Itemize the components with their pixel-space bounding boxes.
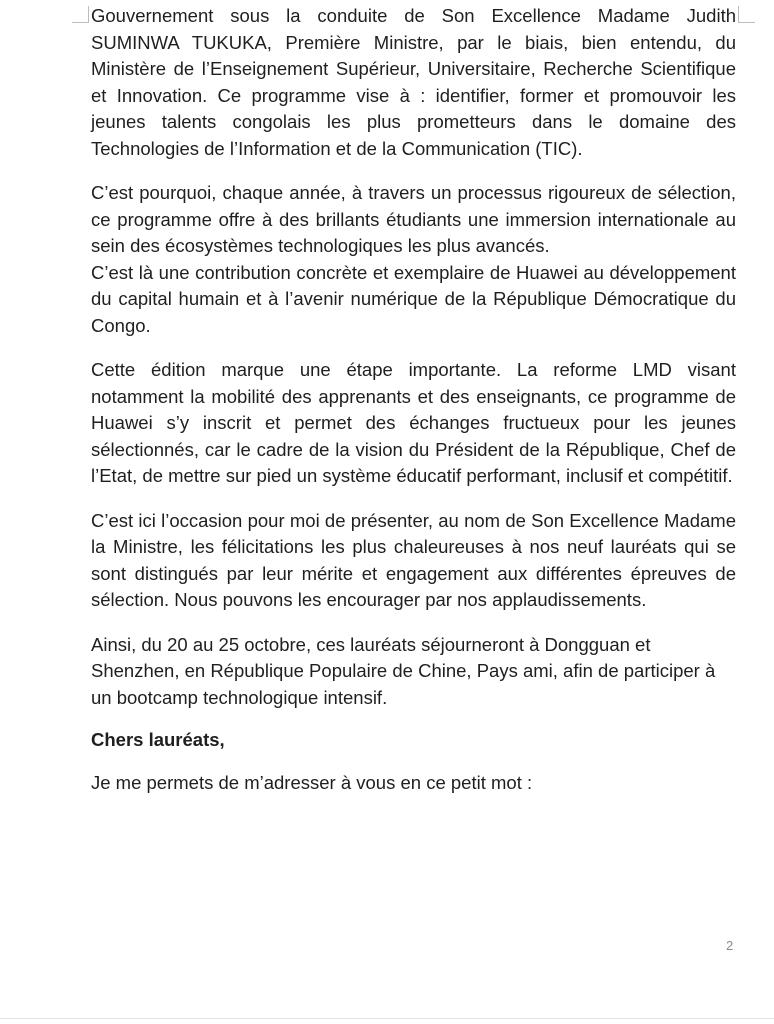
closing-line: Je me permets de m’adresser à vous en ce petit mot : [91,771,533,793]
paragraph-annual-selection: C’est pourquoi, chaque année, à travers un processus rigoureux de sélection, ce programme offre à des brillants étudiants une immersion internationale au sein des écosystèmes technologiques les plus avancés. [91,182,736,256]
paragraph-government-programme: Gouvernement sous la conduite de Son Excellence Madame Judith SUMINWA TUKUKA, Première Ministre, par le biais, bien entendu, du Ministère de l’Enseignement Supérieur, Universitaire, Recherche Scientifique et Innovation. Ce programme vise à : identifier, former et promouvoir les jeunes talents congolais les plus prometteurs dans le domaine des Technologies de l’Information et de la Communication (TIC). [91,5,736,159]
document-body [91,3,736,796]
paragraph-huawei-contribution: C’est là une contribution concrète et exemplaire de Huawei au développement du capital humain et à l’avenir numérique de la République Démocratique du Congo. [91,261,736,336]
top-right-margin-mark [738,6,755,23]
salutation: Chers lauréats, [91,729,225,750]
top-left-margin-mark [72,6,89,23]
paragraph-congratulations: C’est ici l’occasion pour moi de présenter, au nom de Son Excellence Madame la Ministre, les félicitations les plus chaleureuses à nos neuf lauréats qui se sont distingués par leur mérite et engagement aux différentes épreuves de sélection. Nous pouvons les encourager par nos applaudissements. [91,509,736,610]
paragraph-lmd-reform: Cette édition marque une étape importante. La reforme LMD visant notamment la mobilité des apprenants et des enseignants, ce programme de Huawei s’y inscrit et permet des échanges fructueux pour les jeunes sélectionnés, car le cadre de la vision du Président de la République, Chef de l’Etat, de mettre sur pied un système éducatif performant, inclusif et compétitif. [91,359,736,486]
paragraph-bootcamp-dates: Ainsi, du 20 au 25 octobre, ces lauréats séjourneront à Dongguan et Shenzhen, en République Populaire de Chine, Pays ami, afin de participer à un bootcamp technologique intensif. [91,633,716,708]
page-bottom-edge [0,1018,774,1019]
page-number: 2 [726,938,734,953]
